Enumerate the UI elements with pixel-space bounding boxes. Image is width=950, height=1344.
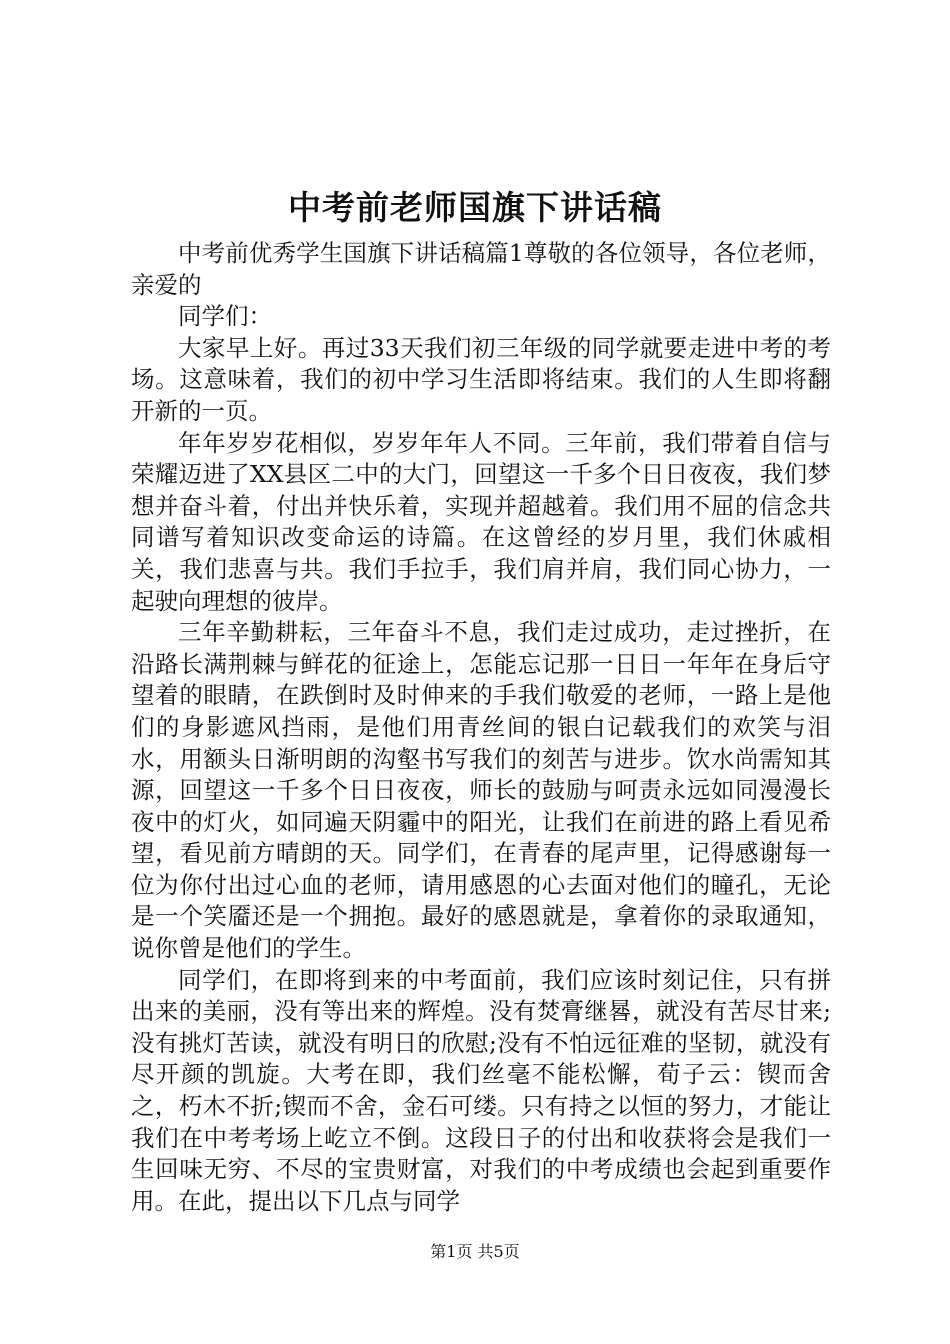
paragraph-3: 大家早上好。再过33天我们初三年级的同学就要走进中考的考场。这意味着，我们的初中学习生活即将结束。我们的人生即将翻开新的一页。 — [131, 333, 831, 425]
paragraph-5: 三年辛勤耕耘，三年奋斗不息，我们走过成功，走过挫折，在沿路长满荆棘与鲜花的征途上，怎能忘记那一日日一年年在身后守望着的眼睛，在跌倒时及时伸来的手我们敬爱的老师，一路上是他们的身影遮风挡雨，是他们用青丝间的银白记载我们的欢笑与泪水，用额头日渐明朗的沟壑书写我们的刻苦与进步。饮水尚需知其源，回望这一千多个日日夜夜，师长的鼓励与呵责永远如同漫漫长夜中的灯火，如同遍天阴霾中的阳光，让我们在前进的路上看见希望，看见前方晴朗的天。同学们，在青春的尾声里，记得感谢每一位为你付出过心血的老师，请用感恩的心去面对他们的瞳孔，无论是一个笑靥还是一个拥抱。最好的感恩就是，拿着你的录取通知，说你曾是他们的学生。 — [131, 618, 831, 963]
paragraph-4: 年年岁岁花相似，岁岁年年人不同。三年前，我们带着自信与荣耀迈进了XX县区二中的大门，回望这一千多个日日夜夜，我们梦想并奋斗着，付出并快乐着，实现并超越着。我们用不屈的信念共同谱写着知识改变命运的诗篇。在这曾经的岁月里，我们休戚相关，我们悲喜与共。我们手拉手，我们肩并肩，我们同心协力，一起驶向理想的彼岸。 — [131, 428, 831, 615]
document-title: 中考前老师国旗下讲话稿 — [288, 188, 662, 227]
paragraph-1: 中考前优秀学生国旗下讲话稿篇1尊敬的各位领导，各位老师，亲爱的 — [131, 239, 831, 299]
paragraph-2: 同学们： — [178, 302, 272, 331]
paragraph-6: 同学们，在即将到来的中考面前，我们应该时刻记住，只有拼出来的美丽，没有等出来的辉煌。没有焚膏继晷，就没有苦尽甘来;没有挑灯苦读，就没有明日的欣慰;没有不怕远征难的坚韧，就没有尽开颜的凯旋。大考在即，我们丝毫不能松懈，荀子云：锲而舍之，朽木不折;锲而不舍，金石可缕。只有持之以恒的努力，才能让我们在中考考场上屹立不倒。这段日子的付出和收获将会是我们一生回味无穷、不尽的宝贵财富，对我们的中考成绩也会起到重要作用。在此，提出以下几点与同学 — [131, 965, 831, 1215]
document-body — [131, 238, 831, 1217]
page-number-footer: 第1页 共5页 — [430, 1242, 520, 1261]
